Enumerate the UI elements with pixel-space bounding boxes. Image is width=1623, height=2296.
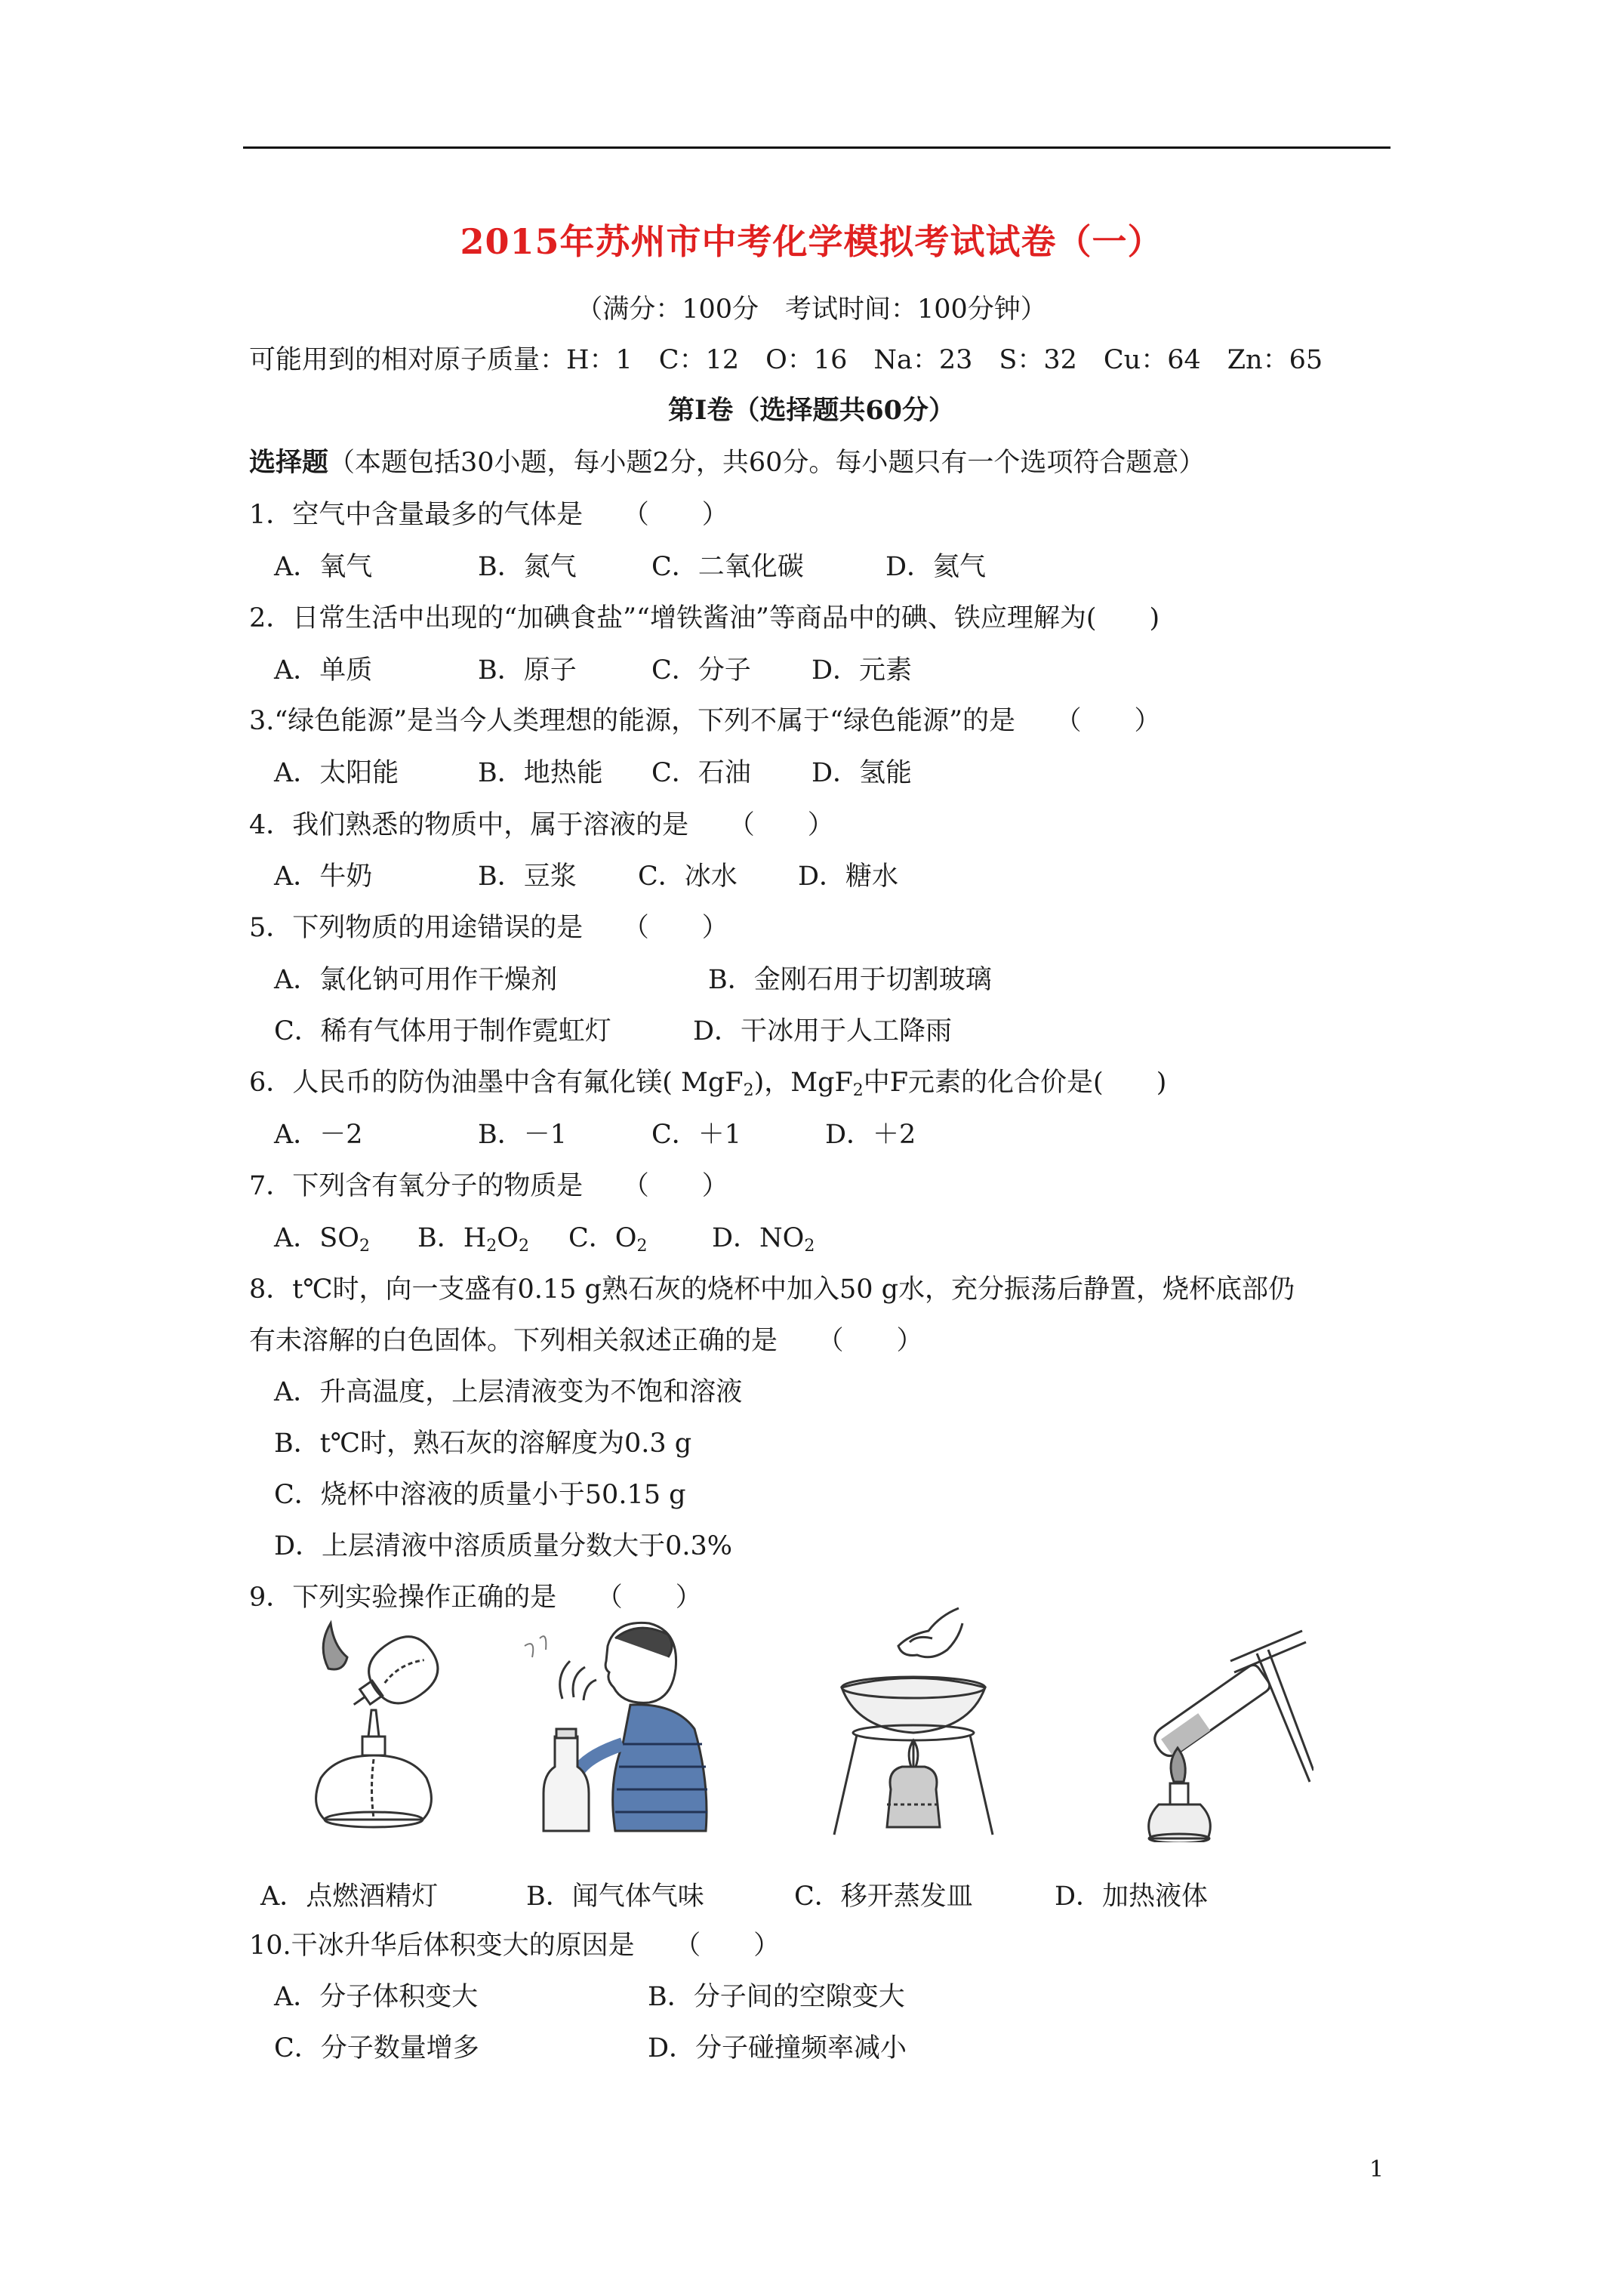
option: A．氧气 — [274, 552, 373, 582]
option: A．分子体积变大 — [274, 1982, 479, 2012]
option: C．$O_2$ — [568, 1223, 648, 1256]
option: D．干冰用于人工降雨 — [693, 1016, 953, 1046]
option: D．元素 — [812, 655, 913, 686]
question-stem: 4．我们熟悉的物质中，属于溶液的是 （ ） — [249, 810, 834, 840]
question-stem: 1．空气中含量最多的气体是 （ ） — [249, 500, 728, 530]
option: B．分子间的空隙变大 — [648, 1982, 905, 2012]
option: C．烧杯中溶液的质量小于50.15 g — [274, 1480, 686, 1510]
option: B．氮气 — [478, 552, 577, 582]
question-stem: 6．人民币的防伪油墨中含有氟化镁( MgF$_2$)，MgF$_2$中F元素的化合价是( ) — [249, 1068, 1167, 1100]
option: A．点燃酒精灯 — [260, 1881, 439, 1912]
option: B．金刚石用于切割玻璃 — [708, 965, 992, 995]
instructions — [249, 446, 1205, 479]
score-time-line: （满分：100分 考试时间：100分钟） — [576, 294, 1047, 325]
option: A．单质 — [274, 655, 373, 686]
question-stem: 7．下列含有氧分子的物质是 （ ） — [249, 1171, 728, 1201]
option: C．分子数量增多 — [274, 2033, 479, 2063]
option: A．$SO_2$ — [274, 1223, 370, 1256]
option: D．＋2 — [825, 1120, 916, 1150]
option: C．分子 — [651, 655, 751, 686]
question-options — [274, 2032, 907, 2065]
figure-smelling-gas — [517, 1616, 713, 1842]
question-stem-continued: 有未溶解的白色固体。下列相关叙述正确的是 （ ） — [249, 1326, 923, 1356]
question-options — [274, 654, 912, 687]
option: D．糖水 — [798, 861, 899, 892]
option: D．分子碰撞频率减小 — [648, 2033, 907, 2063]
option: B．地热能 — [478, 758, 603, 788]
section-title: 第Ⅰ卷（选择题共60分） — [667, 395, 956, 426]
question-stem: 3.“绿色能源”是当今人类理想的能源，下列不属于“绿色能源”的是 （ ） — [249, 706, 1161, 736]
option: D．上层清液中溶质质量分数大于0.3% — [274, 1531, 732, 1561]
exam-title: 2015年苏州市中考化学模拟考试试卷（一） — [460, 221, 1163, 262]
question-stem: 2．日常生活中出现的“加碘食盐”“增铁酱油”等商品中的碘、铁应理解为( ) — [249, 603, 1160, 633]
option: C．稀有气体用于制作霓虹灯 — [274, 1016, 611, 1046]
option: C．石油 — [651, 758, 751, 788]
option: D．氢能 — [812, 758, 913, 788]
option: B．原子 — [478, 655, 577, 686]
option: B．$H_2O_2$ — [417, 1223, 529, 1256]
question-options — [274, 1222, 815, 1255]
option: A．太阳能 — [274, 758, 399, 788]
option: A．牛奶 — [274, 861, 373, 892]
question-options — [274, 1118, 916, 1151]
question-stem: 9．下列实验操作正确的是 （ ） — [249, 1583, 702, 1613]
question-options — [274, 757, 912, 790]
question-options — [274, 1980, 905, 2014]
instructions-label: 选择题 — [249, 447, 329, 478]
header-rule — [243, 146, 1390, 149]
option: A．－2 — [274, 1120, 363, 1150]
option: C．＋1 — [651, 1120, 742, 1150]
question-options — [274, 860, 898, 893]
page-number: 1 — [1369, 2156, 1384, 2183]
option: B．－1 — [478, 1120, 567, 1150]
question-options — [274, 550, 986, 584]
figure-moving-evaporating-dish — [827, 1601, 1000, 1842]
option: C．冰水 — [638, 861, 738, 892]
figure-alcohol-lamp-lighting — [302, 1616, 460, 1835]
option: D．氦气 — [885, 552, 987, 582]
option: D．$NO_2$ — [712, 1223, 815, 1256]
question-stem: 5．下列物质的用途错误的是 （ ） — [249, 913, 728, 943]
instructions-text: （本题包括30小题，每小题2分，共60分。每小题只有一个选项符合题意） — [328, 448, 1206, 478]
option: A．升高温度，上层清液变为不饱和溶液 — [274, 1377, 743, 1407]
question-stem: 8．t℃时，向一支盛有0.15 g熟石灰的烧杯中加入50 g水，充分振荡后静置，烧杯底部仍 — [249, 1274, 1295, 1305]
option: C．移开蒸发皿 — [794, 1881, 973, 1912]
option: B．豆浆 — [478, 861, 577, 892]
question-options — [260, 1880, 1208, 1913]
question-options — [274, 1015, 952, 1048]
figure-heating-liquid — [1117, 1623, 1313, 1842]
option: C．二氧化碳 — [651, 552, 804, 582]
atomic-masses-line: 可能用到的相对原子质量：H：1 C：12 O：16 Na：23 S：32 Cu：64 Zn：65 — [249, 345, 1323, 375]
option: B．闻气体气味 — [526, 1881, 704, 1912]
option: D．加热液体 — [1055, 1881, 1209, 1912]
question-stem: 10.干冰升华后体积变大的原因是 （ ） — [249, 1931, 781, 1961]
option: B．t℃时，熟石灰的溶解度为0.3 g — [274, 1428, 692, 1459]
option: A．氯化钠可用作干燥剂 — [274, 965, 558, 995]
question-options — [274, 963, 992, 997]
